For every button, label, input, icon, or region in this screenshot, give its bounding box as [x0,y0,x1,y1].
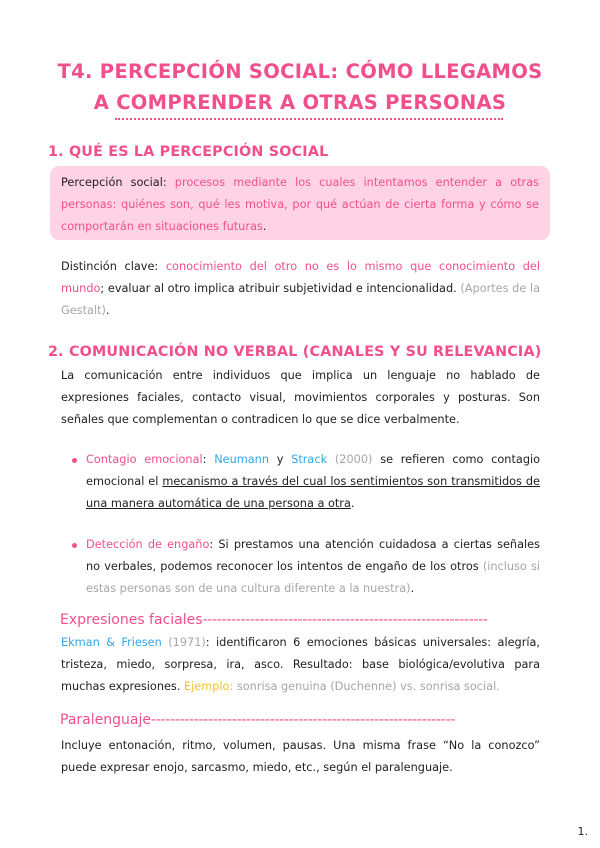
section-2-intro: La comunicación entre individuos que implica un lenguaje no hablado de expresiones faciales, contacto visual, movimientos corporales y posturas. Son señales que complementan o contradicen lo que se dice verbalmente. [61,369,540,426]
title-dotted-rule [115,118,503,120]
emotional-contagion-paragraph [86,449,540,515]
definition-end: . [262,220,267,233]
facial-expressions-dashes: ------------------------------------------------------------ [202,612,488,628]
deception-detection-term: Detección de engaño [86,538,210,551]
facial-expressions-paragraph [61,632,540,698]
deception-detection-paragraph [86,534,540,600]
emotional-contagion-text: se refieren como contagio emocional el [86,453,541,488]
facial-expressions-heading [60,612,540,628]
ekman-friesen: Ekman & Friesen [61,636,162,649]
emotional-contagion-end: . [350,497,355,510]
definition-text [61,172,539,238]
section-1-heading: 1. QUÉ ES LA PERCEPCIÓN SOCIAL [48,144,329,160]
author-strack: Strack [291,453,328,466]
facial-expressions-title: Expresiones faciales [60,612,203,628]
distinction-term: Distinción clave: [61,260,159,273]
definition-term: Percepción social: [61,176,167,189]
term-colon: : [202,453,207,466]
paralanguage-paragraph: Incluye entonación, ritmo, volumen, pausas. Una misma frase “No la conozco” puede expresar enojo, sarcasmo, miedo, etc., según el paralenguaje. [61,739,540,774]
paralanguage-dashes: ---------------------------------------------------------------- [150,712,456,728]
deception-detection-end: . [410,582,415,595]
distinction-highlight: conocimiento del otro no es lo mismo que conocimiento del mundo [61,260,540,295]
title-line-1: T4. PERCEPCIÓN SOCIAL: CÓMO LLEGAMOS [57,60,543,83]
bullet-point-1 [72,458,77,463]
facial-expressions-text: : identificaron 6 emociones básicas universales: alegría, tristeza, miedo, sorpresa, ira, asco. Resultado: base biológica/evolutiva para muchas expresiones. [61,636,541,693]
deception-detection-text: : Si prestamos una atención cuidadosa a ciertas señales no verbales, podemos reconocer los intentos de engaño de los otros [86,538,540,573]
example-text: sonrisa genuina (Duchenne) vs. sonrisa social. [236,680,500,693]
author-neumann: Neumann [214,453,269,466]
distinction-text: ; evaluar al otro implica atribuir subjetividad e intencionalidad. [100,282,457,295]
and-word: y [276,453,284,466]
distinction-paragraph [61,256,540,322]
distinction-end: . [105,304,110,317]
paralanguage-title: Paralenguaje [60,712,151,728]
citation-year: (2000) [334,453,373,466]
bullet-point-2 [72,543,77,548]
paralanguage-heading [60,712,540,728]
distinction-note: (Aportes de la Gestalt) [61,282,540,317]
page-number: 1. [577,825,588,838]
example-label: Ejemplo: [184,680,234,693]
section-2-heading: 2. COMUNICACIÓN NO VERBAL (CANALES Y SU RELEVANCIA) [48,344,542,360]
emotional-contagion-term: Contagio emocional [86,453,203,466]
ekman-year: (1971) [168,636,206,649]
emotional-contagion-underlined: mecanismo a través del cual los sentimientos son transmitidos de una manera automática de una persona a otra [86,475,540,510]
deception-detection-note: (incluso si estas personas son de una cultura diferente a la nuestra) [86,560,540,595]
definition-body: procesos mediante los cuales intentamos entender a otras personas: quiénes son, qué les motiva, por qué actúan de cierta forma y cómo se comportarán en situaciones futuras [61,176,540,233]
title-line-2: A COMPRENDER A OTRAS PERSONAS [93,91,507,114]
document-title [0,56,600,118]
